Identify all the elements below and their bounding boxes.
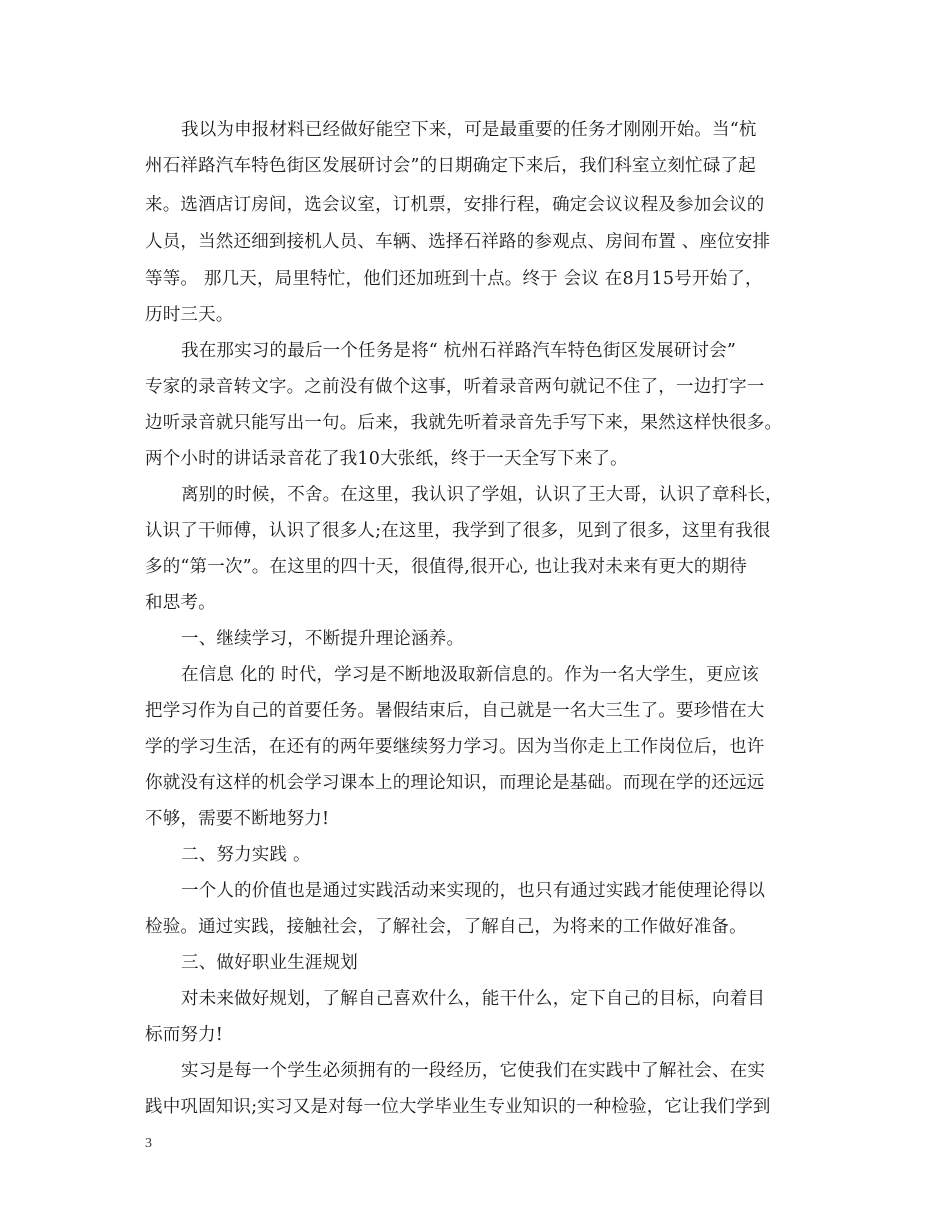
text-line: 州石祥路汽车特色街区发展研讨会”的日期确定下来后，我们科室立刻忙碌了起 bbox=[145, 156, 756, 176]
text-line: 一个人的价值也是通过实践活动来实现的，也只有通过实践才能使理论得以 bbox=[181, 881, 766, 901]
section-heading: 二、努力实践 。 bbox=[181, 845, 311, 865]
section-heading: 三、做好职业生涯规划 bbox=[181, 953, 358, 973]
page-number: 3 bbox=[145, 1136, 152, 1151]
text-line: 等等。 那几天，局里特忙，他们还加班到十点。终于 会议 在8月15号开始了， bbox=[145, 269, 763, 289]
text-line: 对未来做好规划，了解自己喜欢什么，能干什么，定下自己的目标，向着目 bbox=[181, 989, 766, 1009]
text-line: 标而努力! bbox=[145, 1025, 224, 1045]
text-line: 专家的录音转文字。之前没有做个这事，听着录音两句就记不住了，一边打字一 bbox=[145, 377, 765, 397]
text-line: 在信息 化的 时代，学习是不断地汲取新信息的。作为一名大学生，更应该 bbox=[181, 665, 759, 685]
text-line: 践中巩固知识;实习又是对每一位大学毕业生专业知识的一种检验，它让我们学到 bbox=[145, 1097, 771, 1117]
text-line: 我在那实习的最后一个任务是将“ 杭州石祥路汽车特色街区发展研讨会” bbox=[181, 341, 737, 361]
text-line: 两个小时的讲话录音花了我10大张纸，终于一天全写下来了。 bbox=[145, 449, 628, 469]
text-line: 你就没有这样的机会学习课本上的理论知识，而理论是基础。而现在学的还远远 bbox=[145, 773, 765, 793]
text-line: 人员，当然还细到接机人员、车辆、选择石祥路的参观点、房间布置 、座位安排 bbox=[145, 232, 771, 252]
text-line: 和思考。 bbox=[145, 593, 216, 613]
text-line: 边听录音就只能写出一句。后来，我就先听着录音先手写下来，果然这样快很多。 bbox=[145, 413, 783, 433]
text-line: 历时三天。 bbox=[145, 305, 234, 325]
text-line: 我以为申报材料已经做好能空下来，可是最重要的任务才刚刚开始。当“杭 bbox=[181, 120, 757, 140]
text-line: 多的“第一次”。在这里的四十天，很值得,很开心, 也让我对未来有更大的期待 bbox=[145, 557, 747, 577]
text-line: 认识了干师傅，认识了很多人;在这里，我学到了很多，见到了很多，这里有我很 bbox=[145, 521, 771, 541]
text-line: 不够，需要不断地努力! bbox=[145, 809, 330, 829]
text-line: 学的学习生活，在还有的两年要继续努力学习。因为当你走上工作岗位后，也许 bbox=[145, 737, 765, 757]
text-line: 实习是每一个学生必须拥有的一段经历，它使我们在实践中了解社会、在实 bbox=[181, 1061, 766, 1081]
text-line: 把学习作为自己的首要任务。暑假结束后，自己就是一名大三生了。要珍惜在大 bbox=[145, 701, 765, 721]
section-heading: 一、继续学习，不断提升理论涵养。 bbox=[181, 629, 465, 649]
text-line: 来。选酒店订房间，选会议室，订机票，安排行程，确定会议议程及参加会议的 bbox=[145, 195, 765, 215]
text-line: 检验。通过实践，接触社会，了解社会，了解自己，为将来的工作做好准备。 bbox=[145, 917, 747, 937]
text-line: 离别的时候，不舍。在这里，我认识了学姐，认识了王大哥，认识了章科长， bbox=[181, 485, 783, 505]
